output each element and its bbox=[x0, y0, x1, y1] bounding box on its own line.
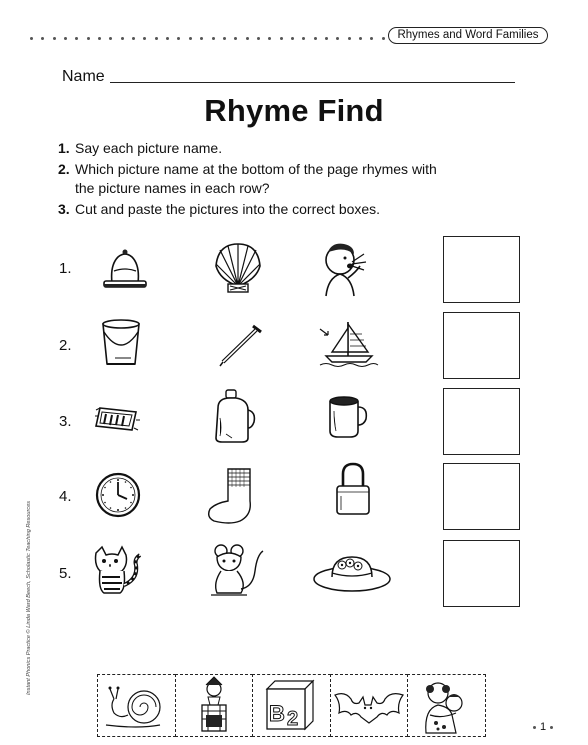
row-label: 2. bbox=[59, 337, 72, 354]
hug-icon bbox=[408, 675, 486, 737]
hat-icon bbox=[312, 551, 392, 595]
rug-icon bbox=[94, 404, 140, 432]
cutout-strip bbox=[98, 674, 486, 737]
header-dot-rule bbox=[30, 37, 385, 41]
cat-icon bbox=[90, 545, 146, 597]
cutout-cell[interactable] bbox=[97, 674, 176, 737]
nail-icon bbox=[215, 322, 265, 368]
bell-icon bbox=[100, 245, 150, 293]
cutout-cell[interactable] bbox=[407, 674, 486, 737]
page-title: Rhyme Find bbox=[204, 93, 384, 128]
row-label: 4. bbox=[59, 488, 72, 505]
answer-box[interactable] bbox=[443, 236, 520, 303]
answer-box[interactable] bbox=[443, 463, 520, 530]
cutout-cell[interactable] bbox=[330, 674, 409, 737]
sailboat-icon bbox=[318, 318, 380, 370]
rat-icon bbox=[207, 543, 265, 599]
header-tab: Rhymes and Word Families bbox=[388, 27, 548, 44]
sock-icon bbox=[204, 465, 262, 527]
direction-text: Cut and paste the pictures into the correct boxes. bbox=[75, 201, 381, 217]
mug-icon bbox=[326, 393, 368, 439]
direction-item bbox=[58, 200, 458, 219]
block-icon bbox=[253, 675, 331, 737]
side-credit: Instant Phonics Practice © Linda Ward Beech, Scholastic Teaching Resources bbox=[26, 500, 32, 695]
direction-number: 3. bbox=[58, 201, 70, 217]
direction-item bbox=[58, 139, 458, 158]
jug-icon bbox=[212, 388, 256, 446]
boy-yelling-icon bbox=[318, 238, 380, 298]
name-label: Name bbox=[62, 68, 105, 85]
page-number-value: 1 bbox=[540, 721, 547, 733]
cutout-cell[interactable] bbox=[175, 674, 254, 737]
svg-text:2: 2 bbox=[287, 708, 299, 730]
answer-box[interactable] bbox=[443, 388, 520, 455]
directions bbox=[58, 139, 458, 221]
name-line[interactable] bbox=[110, 82, 515, 83]
clock-icon bbox=[95, 472, 141, 518]
direction-text: Say each picture name. bbox=[75, 140, 223, 156]
direction-number: 1. bbox=[58, 140, 70, 156]
page-number bbox=[533, 721, 553, 733]
row-label: 1. bbox=[59, 260, 72, 277]
direction-text: Which picture name at the bottom of the page rhymes with the picture names in each row? bbox=[75, 161, 437, 196]
page-number-dot bbox=[550, 726, 553, 729]
pail-icon bbox=[95, 318, 147, 370]
direction-number: 2. bbox=[58, 161, 70, 177]
snail-icon bbox=[98, 675, 176, 737]
jack-in-the-box-icon bbox=[176, 675, 254, 737]
answer-box[interactable] bbox=[443, 312, 520, 379]
bat-icon bbox=[331, 675, 409, 737]
row-label: 5. bbox=[59, 565, 72, 582]
lock-icon bbox=[333, 462, 373, 516]
page-number-dot bbox=[533, 726, 536, 729]
row-label: 3. bbox=[59, 413, 72, 430]
svg-text:B: B bbox=[269, 701, 286, 726]
shell-icon bbox=[210, 240, 266, 298]
answer-box[interactable] bbox=[443, 540, 520, 607]
direction-item bbox=[58, 160, 458, 198]
cutout-cell[interactable] bbox=[252, 674, 331, 737]
